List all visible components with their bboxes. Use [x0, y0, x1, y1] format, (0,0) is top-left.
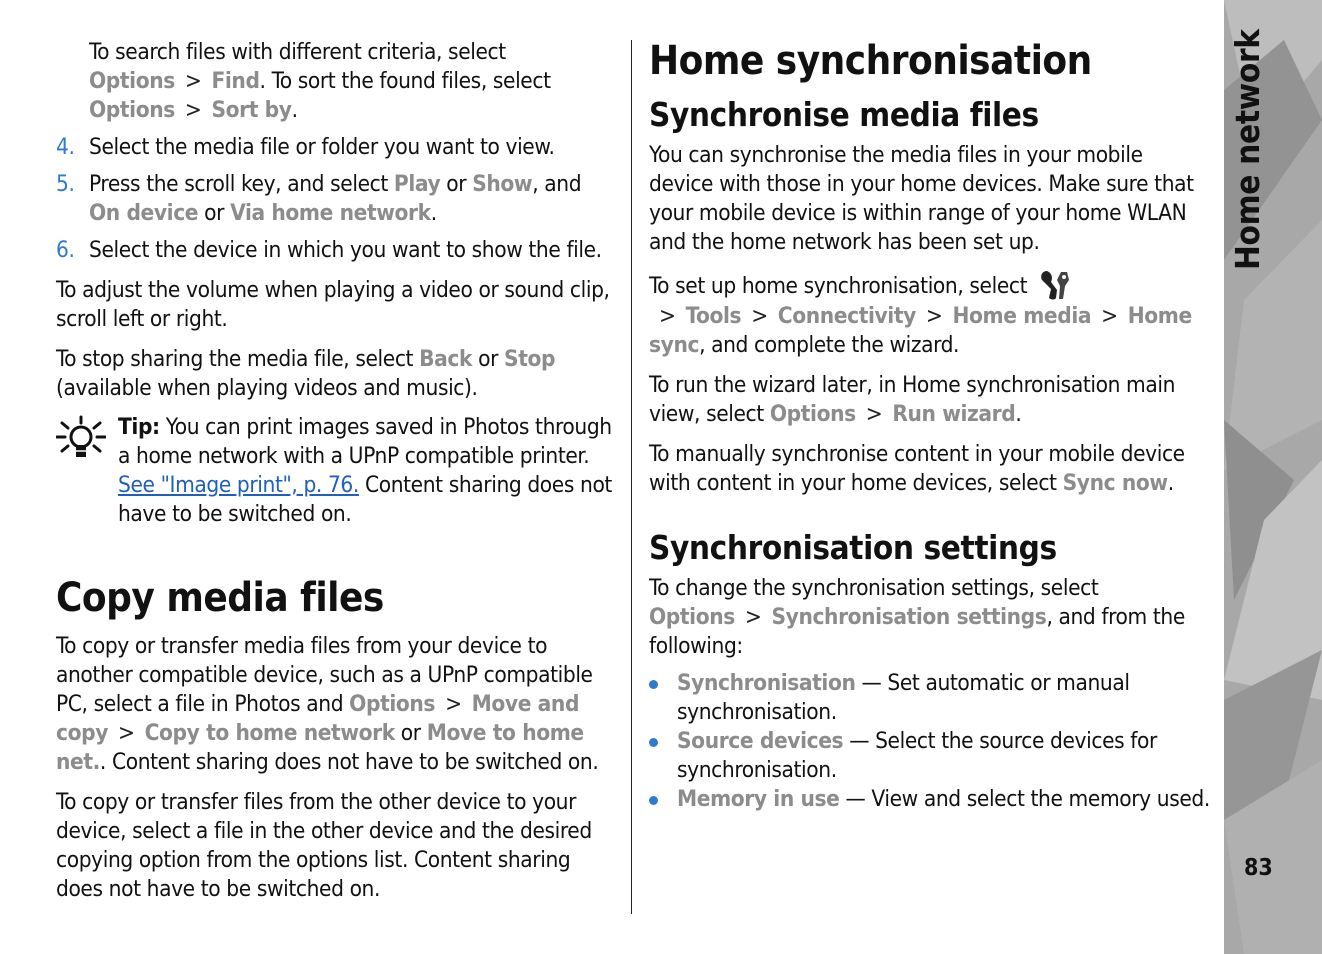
menu-separator: >	[118, 720, 135, 746]
bullet-icon	[649, 680, 658, 689]
menu-separator: >	[445, 691, 462, 717]
volume-paragraph: To adjust the volume when playing a video or sound clip, scroll left or right.	[56, 277, 610, 332]
bullet-icon	[649, 738, 658, 747]
menu-command: Options	[649, 604, 735, 630]
menu-command: On device	[89, 200, 199, 226]
menu-separator: >	[1101, 303, 1118, 329]
menu-command: Play	[393, 171, 441, 197]
cross-reference-link[interactable]: See "Image print", p. 76.	[118, 472, 359, 498]
menu-command: Source devices	[677, 728, 844, 754]
settings-paragraph: To change the synchronisation settings, select Options > Synchronisation settings, and from the following:	[649, 575, 1185, 659]
menu-command: Tools	[685, 303, 742, 329]
list-item	[649, 669, 1211, 727]
step-text: Select the device in which you want to show the file.	[89, 237, 602, 263]
copy-heading: Copy media files	[56, 575, 384, 621]
menu-command: Back	[419, 346, 473, 372]
tip-box	[56, 413, 618, 529]
menu-command: Stop	[504, 346, 556, 372]
column-divider	[631, 40, 632, 914]
step-text: Select the media file or folder you want to view.	[89, 134, 555, 160]
copy-paragraph-1: To copy or transfer media files from your device to another compatible device, such as a UPnP compatible PC, select a file in Photos and Options > Move and copy > Copy to home network or Move to home net.. Content sharing does not have to be switched on.	[56, 633, 599, 775]
menu-command: Options	[89, 68, 175, 94]
menu-command: Via home network	[230, 200, 431, 226]
step-number: 6.	[56, 237, 75, 263]
menu-separator: >	[744, 604, 762, 630]
menu-command: Options	[769, 401, 856, 427]
lightbulb-icon	[56, 415, 106, 461]
menu-separator: >	[184, 97, 202, 123]
right-column	[649, 38, 1211, 814]
menu-command: Home media	[952, 303, 1092, 329]
step-number: 5.	[56, 171, 75, 197]
stop-paragraph: To stop sharing the media file, select Back or Stop (available when playing videos and music).	[56, 346, 556, 401]
step-4	[56, 133, 618, 162]
menu-separator: >	[751, 303, 768, 329]
tip-label: Tip:	[118, 414, 160, 440]
menu-command: Synchronisation	[677, 670, 856, 696]
step-number: 4.	[56, 134, 75, 160]
sync-paragraph-4: To manually synchronise content in your mobile device with content in your home devices, select Sync now.	[649, 441, 1185, 496]
bullet-icon	[649, 796, 658, 805]
list-item-text: Memory in use — View and select the memory used.	[677, 786, 1210, 812]
menu-command: Options	[89, 97, 175, 123]
menu-command: Copy to home network	[144, 720, 395, 746]
step-5	[56, 170, 618, 228]
menu-command: Run wizard	[892, 401, 1016, 427]
menu-command: Options	[349, 691, 436, 717]
section-title: Home network	[1228, 29, 1267, 270]
menu-separator: >	[925, 303, 943, 329]
list-item	[649, 785, 1211, 814]
sync-paragraph-1: You can synchronise the media files in your mobile device with those in your home devices. Make sure that your mobile device is within range of your home WLAN and the home network has been set up.	[649, 142, 1194, 255]
menu-command: Sync now	[1062, 470, 1168, 496]
menu-separator: >	[659, 303, 676, 329]
left-column	[56, 38, 618, 904]
list-item-text: Source devices — Select the source devices for synchronisation.	[677, 728, 1157, 783]
menu-command: Show	[472, 171, 533, 197]
page-title: Home synchronisation	[649, 38, 1092, 84]
sync-paragraph-2: To set up home synchronisation, select > Tools > Connectivity > Home media > Home sync, and complete the wizard.	[649, 268, 1211, 360]
list-item	[649, 727, 1211, 785]
menu-separator: >	[184, 68, 202, 94]
sync-heading: Synchronise media files	[649, 95, 1039, 134]
menu-command: Connectivity	[777, 303, 916, 329]
tools-icon	[1037, 268, 1073, 302]
settings-list	[649, 669, 1211, 814]
menu-command: Home sync	[649, 303, 1192, 358]
menu-command: Move to home net.	[56, 720, 584, 775]
copy-paragraph-2: To copy or transfer files from the other device to your device, select a file in the other device and the desired copying option from the options list. Content sharing does not have to be switched on.	[56, 789, 592, 902]
sync-paragraph-3: To run the wizard later, in Home synchronisation main view, select Options > Run wizard.	[649, 372, 1176, 427]
step-text: Press the scroll key, and select Play or Show, and On device or Via home network.	[89, 171, 582, 226]
menu-command: Memory in use	[677, 786, 840, 812]
tip-text: Tip: You can print images saved in Photos through a home network with a UPnP compatible printer. See "Image print", p. 76. Content sharing does not have to be switched on.	[118, 414, 612, 527]
list-item-text: Synchronisation — Set automatic or manual synchronisation.	[677, 670, 1130, 725]
menu-command: Find	[211, 68, 260, 94]
page-number: 83	[1244, 855, 1273, 881]
settings-heading: Synchronisation settings	[649, 528, 1057, 567]
menu-separator: >	[865, 401, 883, 427]
search-paragraph: To search files with different criteria, select Options > Find. To sort the found files, select Options > Sort by.	[89, 39, 551, 123]
menu-command: Synchronisation settings	[771, 604, 1047, 630]
menu-command: Move and copy	[56, 691, 580, 746]
step-6	[56, 236, 618, 265]
menu-command: Sort by	[211, 97, 292, 123]
